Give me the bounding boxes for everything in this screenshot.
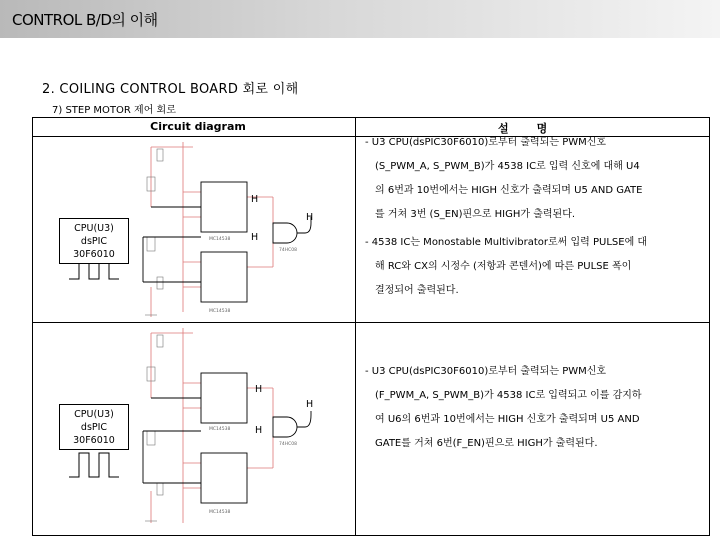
h-label: H	[255, 384, 263, 395]
description-2	[365, 360, 642, 456]
cpu-label-line: CPU(U3)	[74, 409, 114, 420]
cpu-label-line: dsPIC	[80, 422, 108, 433]
chip-label-mid-1: 74HC08	[279, 248, 297, 253]
chip-label-top-2: MC14538	[209, 427, 231, 432]
cpu-box-1	[59, 218, 129, 264]
header-circuit-diagram: Circuit diagram	[150, 120, 246, 133]
header-description: 설명	[498, 122, 576, 135]
description-line: - 4538 IC는 Monostable Multivibrator로써 입력 PULSE에 대	[365, 237, 648, 248]
page-title: CONTROL B/D의 이해	[12, 11, 158, 29]
h-label: H	[251, 194, 259, 205]
h-label: H	[251, 232, 259, 243]
section-title: 2. COILING CONTROL BOARD 회로 이해	[42, 82, 299, 97]
chip-label-bot-2: MC14538	[209, 510, 231, 515]
cpu-label-line: 30F6010	[73, 249, 115, 260]
cpu-label-line: dsPIC	[80, 236, 108, 247]
title-bar	[0, 0, 720, 38]
description-line: (F_PWM_A, S_PWM_B)가 4538 IC로 입력되고 이를 감지하	[375, 390, 642, 401]
description-line: 의 6번과 10번에서는 HIGH 신호가 출력되며 U5 AND GATE	[375, 185, 643, 196]
description-line: - U3 CPU(dsPIC30F6010)로부터 출력되는 PWM신호	[365, 137, 607, 148]
column-divider	[355, 118, 356, 535]
section-subtitle: 7) STEP MOTOR 제어 회로	[52, 105, 176, 116]
chip-label-bot-1: MC14538	[209, 309, 231, 314]
description-line: (S_PWM_A, S_PWM_B)가 4538 IC로 입력 신호에 대해 U4	[375, 161, 640, 172]
chip-label-top-1: MC14538	[209, 237, 231, 242]
content-table	[32, 117, 710, 536]
cpu-box-2	[59, 404, 129, 450]
description-line: 여 U6의 6번과 10번에서는 HIGH 신호가 출력되며 U5 AND	[375, 414, 640, 425]
description-line: 결정되어 출력된다.	[375, 285, 459, 296]
description-1	[365, 131, 647, 303]
pwm-waveform-2	[69, 453, 119, 477]
description-line: - U3 CPU(dsPIC30F6010)로부터 출력되는 PWM신호	[365, 366, 607, 377]
h-label: H	[306, 399, 314, 410]
cpu-label-line: 30F6010	[73, 435, 115, 446]
h-label: H	[306, 212, 314, 223]
description-line: GATE를 거쳐 6번(F_EN)핀으로 HIGH가 출력된다.	[375, 438, 598, 449]
cpu-label-line: CPU(U3)	[74, 223, 114, 234]
description-line: 해 RC와 CX의 시정수 (저항과 콘덴서)에 따른 PULSE 폭이	[375, 261, 632, 272]
description-line: 를 거쳐 3번 (S_EN)핀으로 HIGH가 출력된다.	[375, 209, 576, 220]
chip-label-mid-2: 74HC08	[279, 442, 297, 447]
h-label: H	[255, 425, 263, 436]
